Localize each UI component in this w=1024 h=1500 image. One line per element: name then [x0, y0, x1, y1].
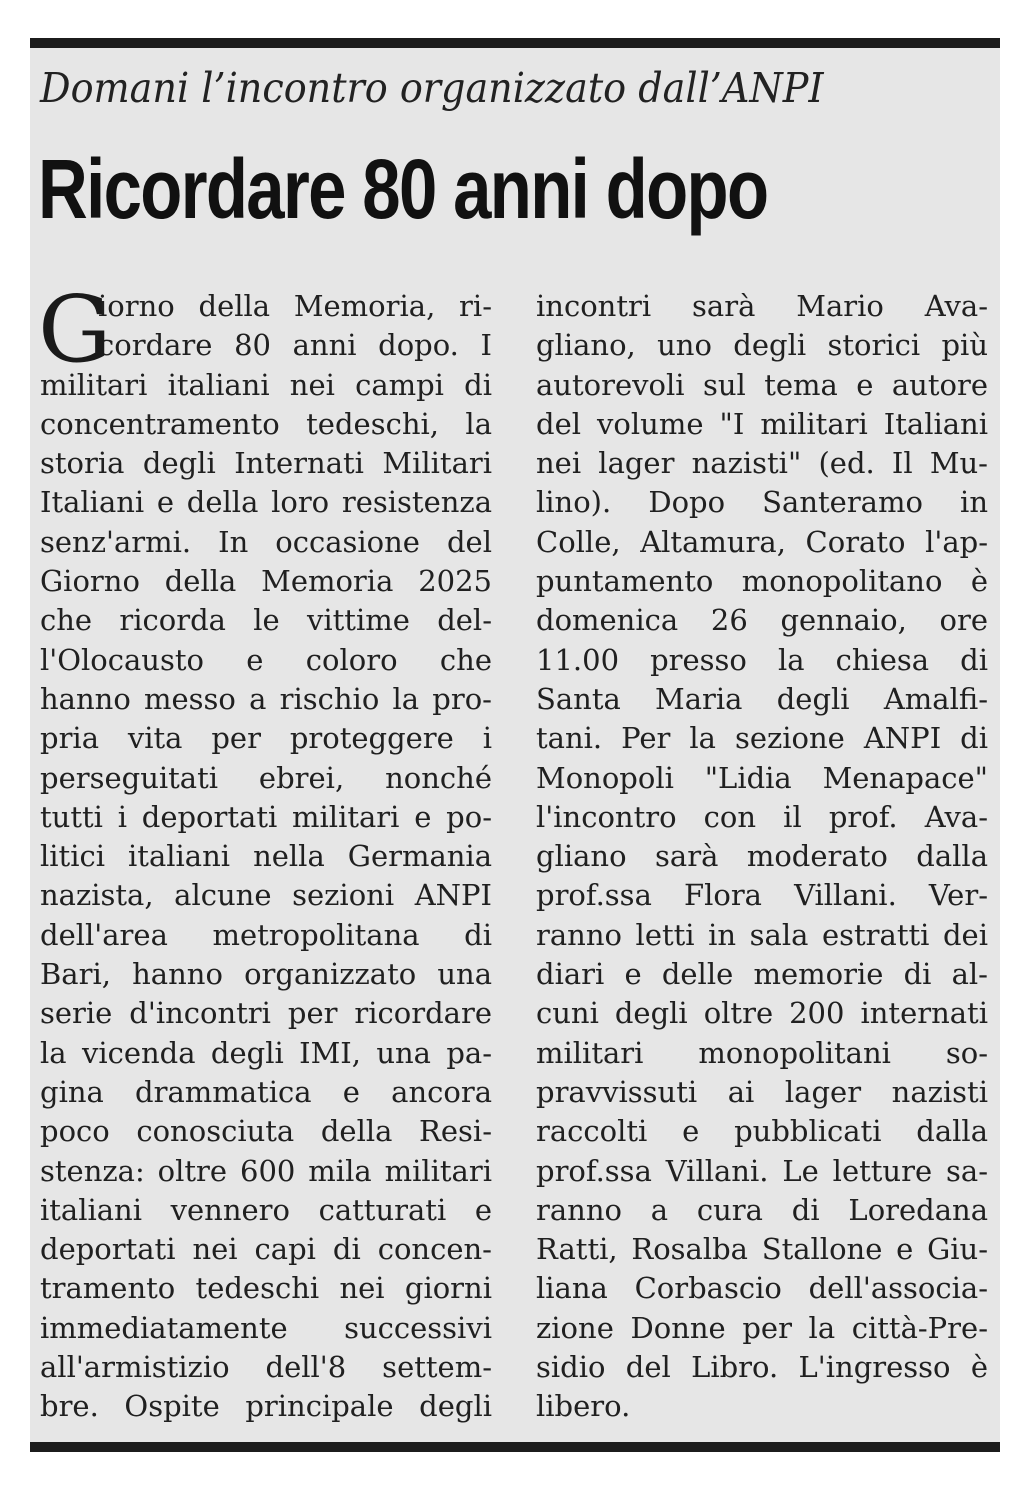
text-line: immediatamente successivi	[40, 1310, 492, 1345]
text-line: pria vita per proteggere i	[40, 721, 492, 756]
text-line: del volume "I militari Italiani	[536, 406, 988, 441]
article-column-left	[38, 276, 492, 1427]
text-line: lino). Dopo Santeramo in	[536, 485, 988, 520]
text-line: nazista, alcune sezioni ANPI	[40, 878, 492, 913]
text-line: cordare 80 anni dopo. I	[98, 328, 492, 363]
text-line: Monopoli "Lidia Menapace"	[536, 760, 988, 795]
text-line: autorevoli sul tema e autore	[536, 367, 988, 402]
text-line: tani. Per la sezione ANPI di	[536, 721, 988, 756]
text-line: serie d'incontri per ricordare	[40, 996, 492, 1031]
text-line: Bari, hanno organizzato una	[40, 957, 492, 992]
text-line: litici italiani nella Germania	[40, 839, 492, 874]
text-line: tramento tedeschi nei giorni	[40, 1271, 492, 1306]
text-line: ranno letti in sala estratti dei	[536, 917, 988, 952]
text-line: domenica 26 gennaio, ore	[536, 603, 988, 638]
newspaper-clipping	[30, 38, 1000, 1452]
text-line: prof.ssa Villani. Le letture sa-	[536, 1153, 988, 1188]
text-line: gliano, uno degli storici più	[536, 328, 988, 363]
text-line: Italiani e della loro resistenza	[40, 485, 492, 520]
text-line: cuni degli oltre 200 internati	[536, 996, 988, 1031]
drop-cap: G	[38, 276, 112, 383]
text-line: Colle, Altamura, Corato l'ap-	[536, 524, 988, 559]
text-line: bre. Ospite principale degli	[40, 1389, 492, 1424]
text-line: stenza: oltre 600 mila militari	[40, 1153, 492, 1188]
text-line: storia degli Internati Militari	[40, 446, 492, 481]
text-line: 11.00 presso la chiesa di	[536, 642, 988, 677]
text-line: poco conosciuta della Resi-	[40, 1114, 492, 1149]
text-line: iorno della Memoria, ri-	[98, 289, 492, 323]
text-line: all'armistizio dell'8 settem-	[40, 1350, 492, 1385]
text-line: incontri sarà Mario Ava-	[536, 289, 988, 323]
text-line: hanno messo a rischio la pro-	[40, 681, 492, 716]
text-line: libero.	[536, 1389, 631, 1424]
article-kicker: Domani l’incontro organizzato dall’ANPI	[40, 64, 824, 112]
text-line: perseguitati ebrei, nonché	[40, 760, 492, 795]
text-line: raccolti e pubblicati dalla	[536, 1114, 988, 1149]
text-line: prof.ssa Flora Villani. Ver-	[536, 878, 988, 913]
text-line: la vicenda degli IMI, una pa-	[40, 1035, 492, 1070]
text-line: militari italiani nei campi di	[40, 367, 492, 402]
text-line: Giorno della Memoria 2025	[40, 564, 492, 599]
text-line: zione Donne per la città-Pre-	[536, 1310, 988, 1345]
text-line: Santa Maria degli Amalfi-	[536, 681, 988, 716]
text-line: senz'armi. In occasione del	[40, 524, 492, 559]
text-line: ranno a cura di Loredana	[536, 1192, 988, 1227]
text-line: l'Olocausto e coloro che	[40, 642, 492, 677]
text-line: l'incontro con il prof. Ava-	[536, 799, 988, 834]
text-line: pravvissuti ai lager nazisti	[536, 1074, 988, 1109]
text-line: deportati nei capi di concen-	[40, 1232, 492, 1267]
text-line: militari monopolitani so-	[536, 1035, 988, 1070]
text-line: tutti i deportati militari e po-	[40, 799, 492, 834]
text-line: liana Corbascio dell'associa-	[536, 1271, 988, 1306]
text-line: nei lager nazisti" (ed. Il Mu-	[536, 446, 988, 481]
text-line: dell'area metropolitana di	[40, 917, 492, 952]
text-line: puntamento monopolitano è	[536, 564, 988, 599]
text-line: sidio del Libro. L'ingresso è	[536, 1350, 988, 1385]
text-line: Ratti, Rosalba Stallone e Giu-	[536, 1232, 988, 1267]
article-column-right	[536, 287, 988, 1427]
text-line: gliano sarà moderato dalla	[536, 839, 988, 874]
text-line: che ricorda le vittime del-	[40, 603, 492, 638]
text-line: italiani vennero catturati e	[40, 1192, 492, 1227]
text-line: concentramento tedeschi, la	[40, 406, 492, 441]
article-headline: Ricordare 80 anni dopo	[38, 142, 768, 236]
text-line: gina drammatica e ancora	[40, 1074, 492, 1109]
text-line: diari e delle memorie di al-	[536, 957, 988, 992]
